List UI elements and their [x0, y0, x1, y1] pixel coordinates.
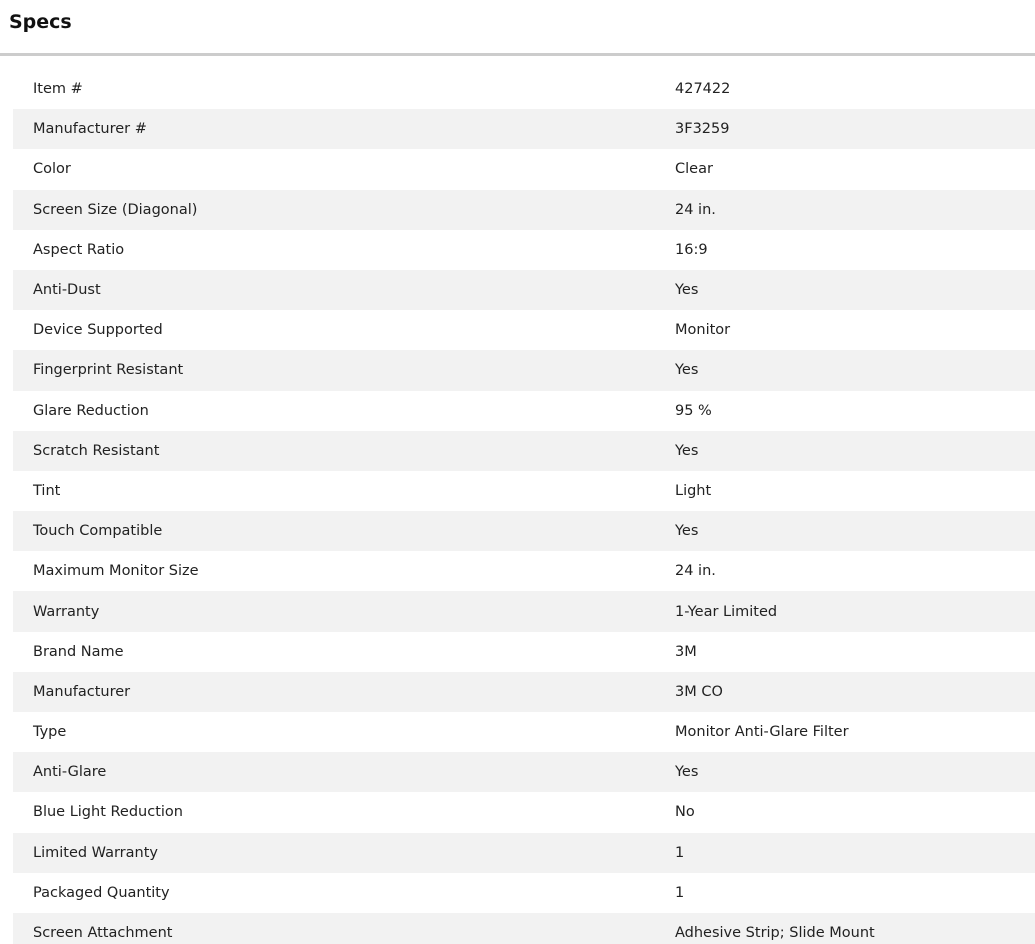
spec-label: Scratch Resistant — [33, 442, 160, 459]
table-row — [13, 551, 1035, 591]
table-row — [13, 190, 1035, 230]
spec-value: 95 % — [675, 402, 712, 419]
spec-value: Clear — [675, 161, 713, 178]
spec-value: 16:9 — [675, 241, 708, 258]
spec-label: Manufacturer # — [33, 121, 147, 138]
specs-table — [13, 69, 1035, 944]
spec-value: 1 — [675, 844, 685, 861]
spec-label: Limited Warranty — [33, 844, 158, 861]
table-row — [13, 350, 1035, 390]
spec-value: Yes — [675, 442, 699, 459]
table-row — [13, 511, 1035, 551]
spec-value: 1-Year Limited — [675, 603, 778, 620]
spec-label: Fingerprint Resistant — [33, 362, 184, 379]
spec-label: Anti-Glare — [33, 764, 107, 781]
spec-label: Anti-Dust — [33, 282, 101, 299]
table-row — [13, 913, 1035, 944]
table-row — [13, 752, 1035, 792]
table-row — [13, 149, 1035, 189]
spec-label: Maximum Monitor Size — [33, 563, 199, 580]
table-row — [13, 471, 1035, 511]
spec-value: Yes — [675, 362, 699, 379]
spec-value: Yes — [675, 764, 699, 781]
spec-label: Screen Attachment — [33, 925, 173, 942]
spec-value: 3M CO — [675, 683, 723, 700]
spec-label: Device Supported — [33, 322, 163, 339]
spec-label: Tint — [33, 482, 61, 499]
specs-title: Specs — [9, 11, 72, 33]
spec-label: Glare Reduction — [33, 402, 149, 419]
specs-header — [0, 0, 1035, 56]
spec-value: 3F3259 — [675, 121, 730, 138]
spec-value: Light — [675, 482, 712, 499]
table-row — [13, 632, 1035, 672]
spec-label: Manufacturer — [33, 683, 131, 700]
spec-value: Adhesive Strip; Slide Mount — [675, 925, 875, 942]
spec-value: Monitor Anti-Glare Filter — [675, 724, 849, 741]
table-row — [13, 69, 1035, 109]
spec-label: Type — [33, 724, 67, 741]
spec-label: Packaged Quantity — [33, 884, 170, 901]
spec-value: 24 in. — [675, 201, 716, 218]
spec-label: Color — [33, 161, 71, 178]
spec-label: Warranty — [33, 603, 100, 620]
spec-value: Yes — [675, 523, 699, 540]
spec-label: Blue Light Reduction — [33, 804, 183, 821]
table-row — [13, 833, 1035, 873]
spec-value: Yes — [675, 282, 699, 299]
spec-value: 427422 — [675, 81, 731, 98]
spec-label: Touch Compatible — [33, 523, 163, 540]
table-row — [13, 431, 1035, 471]
table-row — [13, 391, 1035, 431]
table-row — [13, 672, 1035, 712]
table-row — [13, 109, 1035, 149]
spec-value: 24 in. — [675, 563, 716, 580]
spec-value: 3M — [675, 643, 697, 660]
spec-value: No — [675, 804, 695, 821]
table-row — [13, 230, 1035, 270]
table-row — [13, 792, 1035, 832]
spec-value: 1 — [675, 884, 685, 901]
spec-label: Aspect Ratio — [33, 241, 125, 258]
spec-label: Item # — [33, 81, 83, 98]
spec-label: Screen Size (Diagonal) — [33, 201, 198, 218]
table-row — [13, 873, 1035, 913]
spec-label: Brand Name — [33, 643, 124, 660]
table-row — [13, 310, 1035, 350]
spec-value: Monitor — [675, 322, 731, 339]
table-row — [13, 591, 1035, 631]
table-row — [13, 270, 1035, 310]
table-row — [13, 712, 1035, 752]
